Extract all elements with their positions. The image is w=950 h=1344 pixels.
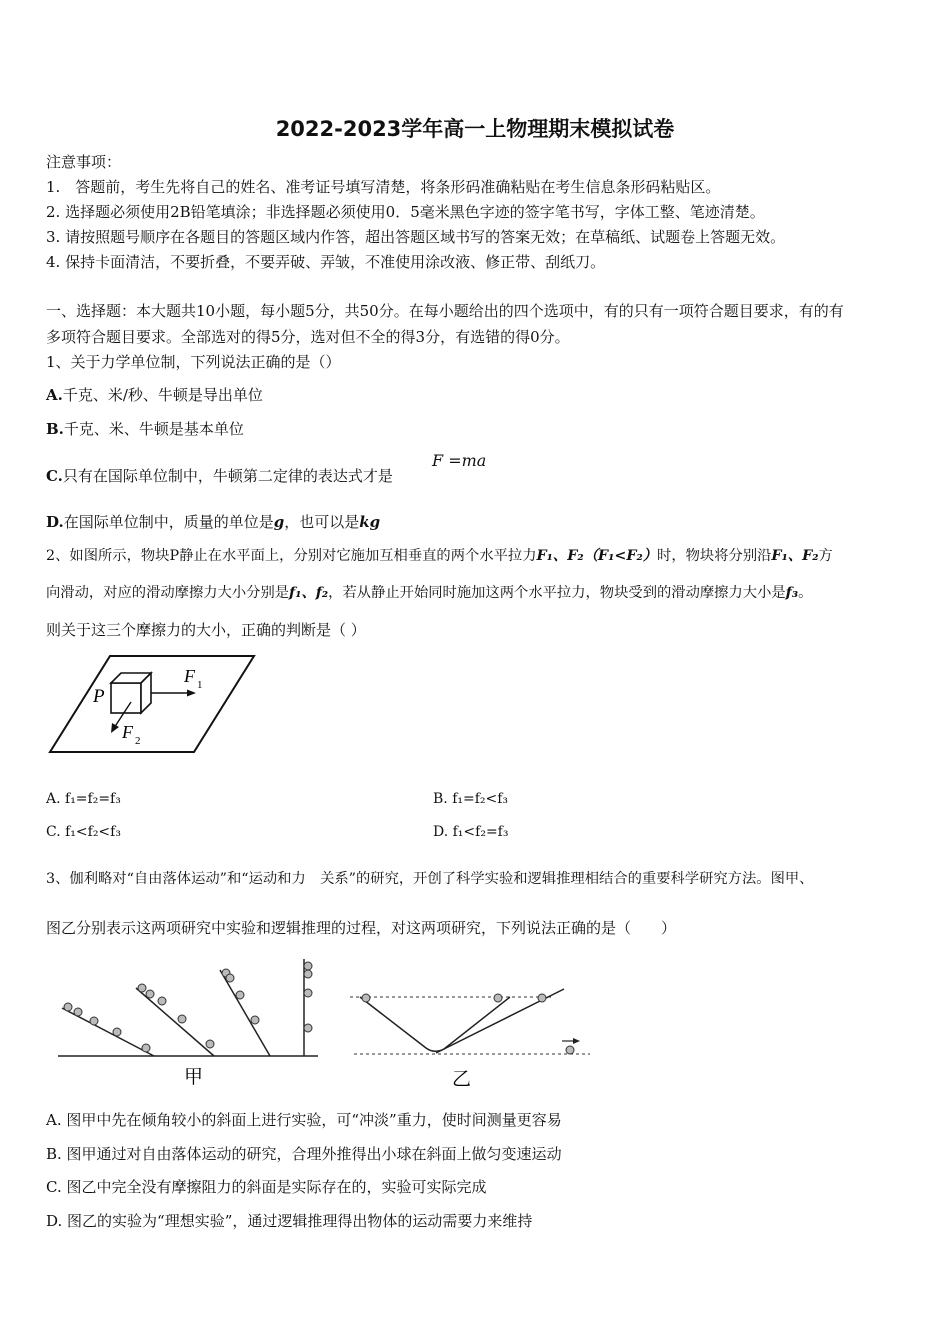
q3-stem-line2: 图乙分别表示这两项研究中实验和逻辑推理的过程，对这两项研究，下列说法正确的是（ ）	[46, 919, 677, 937]
q3-option-a: A. 图甲中先在倾角较小的斜面上进行实验，可“冲淡”重力，使时间测量更容易	[46, 1111, 562, 1129]
q2-stem-line3: 则关于这三个摩擦力的大小，正确的判断是（ ）	[46, 621, 366, 639]
label-f2-sub: 2	[135, 735, 141, 747]
section-instructions-line2: 多项符合题目要求。全部选对的得5分，选对但不全的得3分，有选错的得0分。	[46, 328, 570, 346]
label-jia: 甲	[184, 1067, 204, 1088]
figure-yi	[350, 989, 590, 1090]
q1-unit-kg: kg	[359, 513, 381, 531]
label-yi: 乙	[452, 1069, 472, 1090]
label-f2: F	[122, 722, 133, 742]
q3-option-c: C. 图乙中完全没有摩擦阻力的斜面是实际存在的，实验可实际完成	[46, 1178, 487, 1196]
label-f1-sub: 1	[197, 679, 203, 691]
q2-text: ，若从静止开始同时施加这两个水平拉力，物块受到的滑动摩擦力大小是	[328, 585, 786, 601]
q1-formula: F =ma	[432, 451, 487, 470]
q2-friction: f₁、f₂	[289, 585, 329, 601]
q2-friction: f₃	[785, 585, 799, 601]
f1-arrowhead	[187, 690, 196, 697]
q2-figure	[44, 650, 264, 760]
q2-text: 向滑动，对应的滑动摩擦力大小分别是	[46, 585, 290, 601]
q1-stem: 1、关于力学单位制，下列说法正确的是（）	[46, 353, 341, 371]
q2-stem-line2	[46, 583, 812, 603]
q1-unit-g: g	[273, 513, 285, 531]
page-title: 2022-2023学年高一上物理期末模拟试卷	[275, 117, 675, 141]
q3-option-b: B. 图甲通过对自由落体运动的研究，合理外推得出小球在斜面上做匀变速运动	[46, 1145, 562, 1163]
q1-option-c	[46, 466, 393, 486]
q1-option-b	[46, 419, 244, 439]
figure-jia	[58, 959, 318, 1088]
q2-option-a: A. f₁=f₂=f₃	[46, 791, 121, 807]
q2-option-b: B. f₁=f₂<f₃	[433, 791, 509, 807]
section-instructions-line1: 一、选择题：本大题共10小题，每小题5分，共50分。在每小题给出的四个选项中，有的只有一项符合题目要求，有的有	[46, 302, 844, 320]
q2-forces: F₁、F₂	[771, 548, 819, 564]
q2-text: 。	[798, 585, 813, 601]
q1-option-d-text: 在国际单位制中，质量的单位是	[63, 513, 274, 531]
q2-text: 方	[818, 548, 833, 564]
q3-stem-line1: 3、伽利略对“自由落体运动”和“运动和力 关系”的研究，开创了科学实验和逻辑推理相结合的重要科学研究方法。图甲、	[46, 871, 814, 887]
plane-parallelogram	[50, 656, 254, 752]
note-item: 2. 选择题必须使用2B铅笔填涂；非选择题必须使用0．5毫米黑色字迹的签字笔书写，字体工整、笔迹清楚。	[46, 203, 765, 221]
q2-option-c: C. f₁<f₂<f₃	[46, 824, 121, 840]
q2-stem-line1	[46, 546, 833, 566]
q1-option-d	[46, 512, 380, 532]
label-f1: F	[184, 666, 195, 686]
q1-option-b-text: 千克、米、牛顿是基本单位	[63, 420, 244, 438]
q1-option-d-text2: ，也可以是	[284, 513, 360, 531]
q1-option-b-letter: B.	[46, 420, 64, 438]
q1-option-d-letter: D.	[46, 513, 64, 531]
note-item: 3. 请按照题号顺序在各题目的答题区域内作答，超出答题区域书写的答案无效；在草稿纸、试题卷上答题无效。	[46, 228, 786, 246]
q1-option-c-letter: C.	[46, 467, 63, 485]
note-item: 1. 答题前，考生先将自己的姓名、准考证号填写清楚，将条形码准确粘贴在考生信息条形码粘贴区。	[46, 178, 721, 196]
q1-option-a	[46, 385, 263, 405]
notes-heading: 注意事项：	[46, 153, 122, 171]
q1-option-c-text: 只有在国际单位制中，牛顿第二定律的表达式才是	[62, 467, 393, 485]
label-p: P	[93, 686, 105, 707]
q3-option-d: D. 图乙的实验为“理想实验”，通过逻辑推理得出物体的运动需要力来维持	[46, 1212, 533, 1230]
q2-forces: F₁、F₂（F₁<F₂）	[536, 548, 658, 564]
f2-arrowhead	[111, 723, 119, 733]
q2-text: 时，物块将分别沿	[657, 548, 772, 564]
q3-figure	[54, 955, 594, 1090]
q1-option-a-text: 千克、米/秒、牛顿是导出单位	[62, 386, 263, 404]
q1-option-a-letter: A.	[46, 386, 63, 404]
q2-text: 2、如图所示，物块P静止在水平面上，分别对它施加互相垂直的两个水平拉力	[46, 548, 537, 564]
q2-option-d: D. f₁<f₂=f₃	[433, 824, 509, 840]
note-item: 4. 保持卡面清洁，不要折叠，不要弄破、弄皱，不准使用涂改液、修正带、刮纸刀。	[46, 253, 606, 271]
